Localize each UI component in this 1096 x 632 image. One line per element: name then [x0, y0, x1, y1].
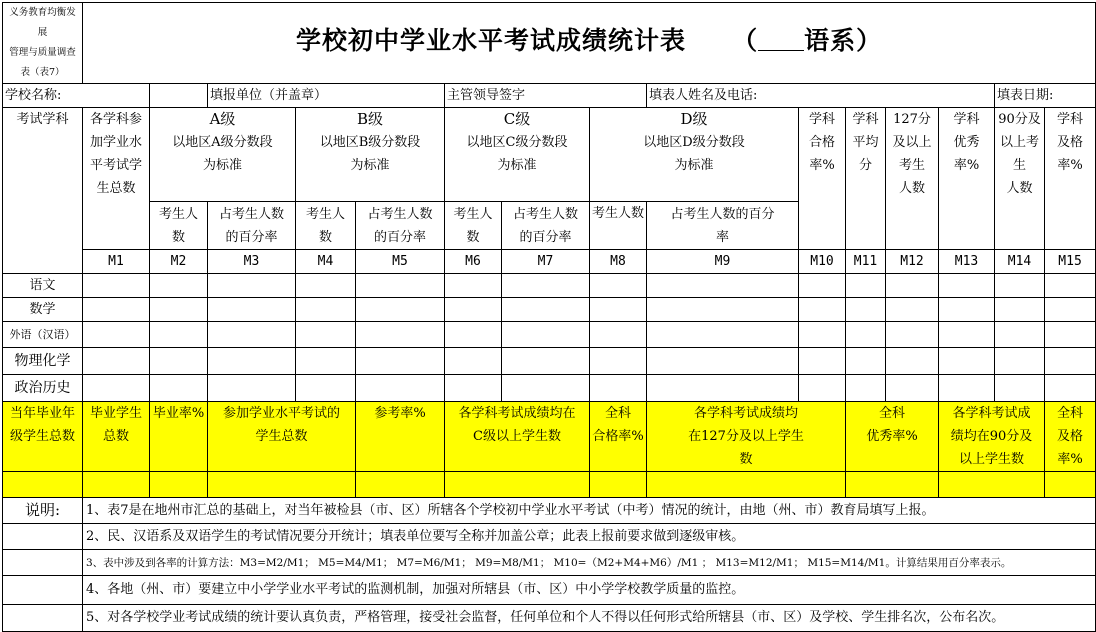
data-cell[interactable] [1045, 298, 1096, 322]
data-cell[interactable] [846, 322, 886, 348]
data-cell[interactable] [799, 348, 846, 375]
data-cell[interactable] [150, 375, 208, 402]
data-cell[interactable] [647, 375, 799, 402]
header-line: 全科 [1057, 406, 1084, 421]
header-line: 在127分及以上学生 [688, 429, 804, 444]
header-line: 全科 [604, 406, 631, 421]
data-cell[interactable] [502, 348, 590, 375]
data-cell[interactable] [445, 298, 502, 322]
d-count-header: 考生人数 [590, 202, 647, 250]
data-cell[interactable] [208, 298, 296, 322]
data-cell[interactable] [647, 298, 799, 322]
data-cell[interactable] [1045, 322, 1096, 348]
all-excellent-header [846, 402, 939, 472]
data-cell[interactable] [445, 375, 502, 402]
c-above-header [445, 402, 590, 472]
header-line: 各学科考试成绩均在 [458, 406, 576, 421]
header-line: 的百分率 [519, 229, 572, 245]
grade-b-header [296, 108, 445, 202]
data-cell[interactable] [939, 348, 995, 375]
grad-count-header [83, 402, 150, 472]
excellent-rate-line: 率% [953, 158, 980, 173]
note-row [3, 550, 1096, 576]
data-cell[interactable] [590, 348, 647, 375]
data-cell[interactable] [150, 348, 208, 375]
grade-b-desc: 以地区B级分数段 [319, 135, 421, 150]
note-item: 5、对各学校学业考试成绩的统计要认真负责，严格管理，接受社会监督，任何单位和个人不得以任何形式给所辖县（市、区）及学校、学生排名次，公布名次。 [83, 605, 1096, 632]
data-cell[interactable] [846, 375, 886, 402]
data-cell[interactable] [208, 322, 296, 348]
grade-c-header [445, 108, 590, 202]
data-cell[interactable] [939, 274, 995, 298]
grade-d-desc: 为标准 [674, 158, 714, 173]
data-cell[interactable] [1045, 274, 1096, 298]
data-cell[interactable] [886, 298, 939, 322]
grade-d-desc: 以地区D级分数段 [643, 135, 745, 150]
header-line: C级以上学生数 [473, 429, 561, 444]
c-pct-header [502, 202, 590, 250]
org-label [3, 3, 83, 84]
above127-header [886, 108, 939, 250]
title-paren: （ [732, 26, 759, 55]
header-line: 率% [1057, 452, 1083, 467]
header-line: 以上学生数 [958, 452, 1024, 467]
header-line: 及格 [1057, 429, 1084, 444]
data-cell[interactable] [356, 348, 445, 375]
statistics-table [2, 2, 1096, 632]
above127-line: 人数 [898, 181, 925, 196]
grade-b-desc: 为标准 [350, 158, 390, 173]
above90-line: 人数 [1006, 181, 1033, 196]
header-line: 的百分率 [225, 229, 278, 245]
data-cell[interactable] [502, 274, 590, 298]
code-cell: M8 [590, 250, 647, 274]
subject-label: 数学 [3, 298, 83, 322]
header-line: 数 [318, 229, 332, 245]
exam-rate-header: 参考率% [356, 402, 445, 472]
header-line: 考生人 [453, 206, 493, 222]
b-pct-header [356, 202, 445, 250]
data-cell[interactable] [886, 375, 939, 402]
code-cell: M11 [846, 250, 886, 274]
summary-cell[interactable] [3, 472, 83, 498]
data-cell[interactable] [846, 274, 886, 298]
above127-line: 127分 [893, 112, 931, 127]
code-cell: M1 [83, 250, 150, 274]
above90-line: 以上考 [999, 135, 1039, 150]
data-cell[interactable] [886, 348, 939, 375]
note-item: 2、民、汉语系及双语学生的考试情况要分开统计；填表单位要写全称并加盖公章；此表上报前要求做到逐级审核。 [83, 524, 1096, 550]
data-cell[interactable] [590, 375, 647, 402]
exam-total-header [208, 402, 356, 472]
subject-label: 物理化学 [3, 348, 83, 375]
code-row [3, 250, 1096, 274]
header-line: 数 [739, 452, 753, 467]
pass-rate-line: 率% [809, 158, 835, 173]
data-cell[interactable] [995, 274, 1045, 298]
data-cell[interactable] [799, 375, 846, 402]
grade-c-name: C级 [503, 110, 531, 128]
table-row [3, 375, 1096, 402]
note-row [3, 524, 1096, 550]
summary-cell[interactable] [356, 472, 445, 498]
grade-a-header [150, 108, 296, 202]
code-cell: M3 [208, 250, 296, 274]
table-row [3, 298, 1096, 322]
data-cell[interactable] [799, 322, 846, 348]
code-cell: M5 [356, 250, 445, 274]
note-item: 4、各地（州、市）要建立中小学学业水平考试的监测机制，加强对所辖县（市、区）中小学学校教学质量的监控。 [83, 576, 1096, 605]
grade-d-name: D级 [680, 110, 708, 128]
data-cell[interactable] [799, 274, 846, 298]
title-cell [83, 3, 1096, 84]
grade-b-name: B级 [356, 110, 384, 128]
data-cell[interactable] [296, 348, 356, 375]
subject-label: 政治历史 [3, 375, 83, 402]
summary-cell[interactable] [939, 472, 1045, 498]
header-line: 占考生人数 [218, 206, 284, 222]
data-cell[interactable] [83, 298, 150, 322]
data-cell[interactable] [445, 322, 502, 348]
data-cell[interactable] [647, 322, 799, 348]
header-line: 考生人 [305, 206, 345, 222]
above127-summary-header [647, 402, 846, 472]
leader-sign-label: 主管领导签字 [445, 84, 647, 108]
header-line: 当年毕业年 [9, 406, 75, 421]
data-cell[interactable] [502, 375, 590, 402]
total-header [83, 108, 150, 250]
code-cell: M10 [799, 250, 846, 274]
data-cell[interactable] [83, 348, 150, 375]
school-name-field[interactable] [150, 84, 208, 108]
grade-a-desc: 为标准 [202, 158, 242, 173]
summary-cell[interactable] [1045, 472, 1096, 498]
header-line: 占考生人数 [512, 206, 578, 222]
excellent-rate-line: 学科 [953, 112, 980, 127]
code-cell: M12 [886, 250, 939, 274]
avg-line: 分 [858, 158, 872, 173]
above90-line: 90分及 [998, 112, 1041, 127]
header-line: 考生人 [158, 206, 198, 222]
data-cell[interactable] [296, 375, 356, 402]
grade-c-desc: 以地区C级分数段 [466, 135, 568, 150]
subject-label: 外语（汉语） [3, 322, 83, 348]
avg-header [846, 108, 886, 250]
data-cell[interactable] [846, 298, 886, 322]
data-cell[interactable] [445, 348, 502, 375]
note-row [3, 576, 1096, 605]
code-cell: M2 [150, 250, 208, 274]
grad-rate-header: 毕业率% [150, 402, 208, 472]
data-cell[interactable] [590, 298, 647, 322]
code-cell: M4 [296, 250, 356, 274]
qualified-rate-line: 及格 [1057, 135, 1084, 150]
header-line: 各学科考试成 [952, 406, 1031, 421]
data-cell[interactable] [939, 322, 995, 348]
avg-line: 学科 [852, 112, 879, 127]
note-item: 3、表中涉及到各率的计算方法：M3=M2/M1； M5=M4/M1； M7=M6/M1； M9=M8/M1； M10=（M2+M4+M6）/M1 ； M13=M12/M1； M15=M14/M1。计算结果用百分率表示。 [83, 550, 1096, 576]
header-line: 数 [466, 229, 480, 245]
data-cell[interactable] [445, 274, 502, 298]
language-suffix [732, 26, 882, 55]
qualified-rate-header [1045, 108, 1096, 250]
summary-cell[interactable] [150, 472, 208, 498]
note-spacer [3, 576, 83, 605]
header-line: 总数 [102, 429, 129, 444]
org-line-1: 义务教育均衡发展 [9, 7, 76, 38]
code-cell: M6 [445, 250, 502, 274]
summary-header-row [3, 402, 1096, 472]
avg-line: 平均 [852, 135, 879, 150]
subject-header: 考试学科 [3, 108, 83, 274]
above90-header [995, 108, 1045, 250]
all-qualified-header [1045, 402, 1096, 472]
summary-cell[interactable] [208, 472, 356, 498]
data-cell[interactable] [590, 274, 647, 298]
header-line: 级学生总数 [9, 429, 75, 444]
filler-label: 填表人姓名及电话: [647, 84, 995, 108]
data-cell[interactable] [150, 298, 208, 322]
b-count-header [296, 202, 356, 250]
statistics-sheet [2, 2, 1096, 632]
data-cell[interactable] [150, 322, 208, 348]
date-label: 填表日期: [995, 84, 1096, 108]
header-line: 的百分率 [373, 229, 426, 245]
data-cell[interactable] [83, 322, 150, 348]
data-cell[interactable] [647, 348, 799, 375]
header-line: 全科 [878, 406, 905, 421]
above90-summary-header [939, 402, 1045, 472]
pass-rate-line: 学科 [808, 112, 835, 127]
d-pct-header [647, 202, 799, 250]
data-cell[interactable] [83, 375, 150, 402]
data-cell[interactable] [208, 274, 296, 298]
summary-data-row [3, 472, 1096, 498]
pass-rate-line: 合格 [808, 135, 835, 150]
notes-label: 说明: [3, 498, 83, 524]
code-cell: M7 [502, 250, 590, 274]
data-cell[interactable] [1045, 348, 1096, 375]
table-row [3, 348, 1096, 375]
header-line: 占考生人数的百分 [670, 206, 775, 222]
data-cell[interactable] [150, 274, 208, 298]
grade-a-desc: 以地区A级分数段 [172, 135, 273, 150]
header-line: 绩均在90分及 [950, 429, 1033, 444]
school-name-label: 学校名称: [3, 84, 150, 108]
data-cell[interactable] [208, 348, 296, 375]
total-header-line: 生总数 [96, 181, 136, 196]
summary-cell[interactable] [846, 472, 939, 498]
code-cell: M13 [939, 250, 995, 274]
data-cell[interactable] [995, 348, 1045, 375]
data-cell[interactable] [886, 322, 939, 348]
pass-rate-header [799, 108, 846, 250]
code-cell: M15 [1045, 250, 1096, 274]
data-cell[interactable] [939, 298, 995, 322]
qualified-rate-line: 学科 [1057, 112, 1084, 127]
table-row [3, 274, 1096, 298]
summary-cell[interactable] [83, 472, 150, 498]
c-count-header [445, 202, 502, 250]
data-cell[interactable] [296, 298, 356, 322]
above90-line: 生 [1012, 158, 1026, 173]
code-cell: M14 [995, 250, 1045, 274]
data-cell[interactable] [995, 322, 1045, 348]
data-cell[interactable] [886, 274, 939, 298]
org-line-2: 管理与质量调查表（表7） [9, 47, 76, 78]
title-suffix: 语系） [804, 26, 883, 55]
data-cell[interactable] [995, 298, 1045, 322]
header-line: 数 [171, 229, 185, 245]
total-header-line: 各学科参 [89, 112, 142, 127]
data-cell[interactable] [647, 274, 799, 298]
note-spacer [3, 524, 83, 550]
summary-cell[interactable] [647, 472, 846, 498]
a-pct-header [208, 202, 296, 250]
header-line: 合格率% [592, 429, 644, 444]
data-cell[interactable] [502, 298, 590, 322]
data-cell[interactable] [590, 322, 647, 348]
note-spacer [3, 550, 83, 576]
data-cell[interactable] [356, 298, 445, 322]
data-cell[interactable] [296, 322, 356, 348]
data-cell[interactable] [1045, 375, 1096, 402]
table-row [3, 322, 1096, 348]
grade-d-header [590, 108, 799, 202]
grade-c-desc: 为标准 [497, 158, 537, 173]
data-cell[interactable] [296, 274, 356, 298]
data-cell[interactable] [356, 322, 445, 348]
a-count-header [150, 202, 208, 250]
total-header-line: 平考试学 [89, 158, 142, 173]
summary-cell[interactable] [445, 472, 590, 498]
data-cell[interactable] [356, 274, 445, 298]
header-line: 率 [715, 229, 729, 245]
data-cell[interactable] [939, 375, 995, 402]
header-line: 参加学业水平考试的 [222, 406, 340, 421]
code-cell: M9 [647, 250, 799, 274]
data-cell[interactable] [799, 298, 846, 322]
reporting-unit-label: 填报单位（并盖章） [208, 84, 445, 108]
note-row [3, 498, 1096, 524]
note-item: 1、表7是在地州市汇总的基础上，对当年被检县（市、区）所辖各个学校初中学业水平考试（中考）情况的统计，由地（州、市）教育局填写上报。 [83, 498, 1096, 524]
note-row [3, 605, 1096, 632]
data-cell[interactable] [208, 375, 296, 402]
above127-line: 考生 [898, 158, 925, 173]
header-line: 学生总数 [255, 429, 308, 444]
data-cell[interactable] [356, 375, 445, 402]
header-line: 占考生人数 [367, 206, 433, 222]
data-cell[interactable] [846, 348, 886, 375]
excellent-rate-header [939, 108, 995, 250]
data-cell[interactable] [502, 322, 590, 348]
total-header-line: 加学业水 [89, 135, 142, 150]
subject-label: 语文 [3, 274, 83, 298]
header-line: 毕业学生 [89, 406, 142, 421]
language-blank [758, 32, 804, 51]
all-pass-header [590, 402, 647, 472]
data-cell[interactable] [995, 375, 1045, 402]
data-cell[interactable] [83, 274, 150, 298]
header-line: 优秀率% [866, 429, 918, 444]
note-spacer [3, 605, 83, 632]
grad-total-header [3, 402, 83, 472]
qualified-rate-line: 率% [1057, 158, 1083, 173]
page-title: 学校初中学业水平考试成绩统计表 [295, 26, 686, 55]
header-line: 各学科考试成绩均 [693, 406, 798, 421]
above127-line: 及以上 [892, 135, 932, 150]
summary-cell[interactable] [590, 472, 647, 498]
excellent-rate-line: 优秀 [953, 135, 980, 150]
grade-a-name: A级 [209, 110, 236, 128]
